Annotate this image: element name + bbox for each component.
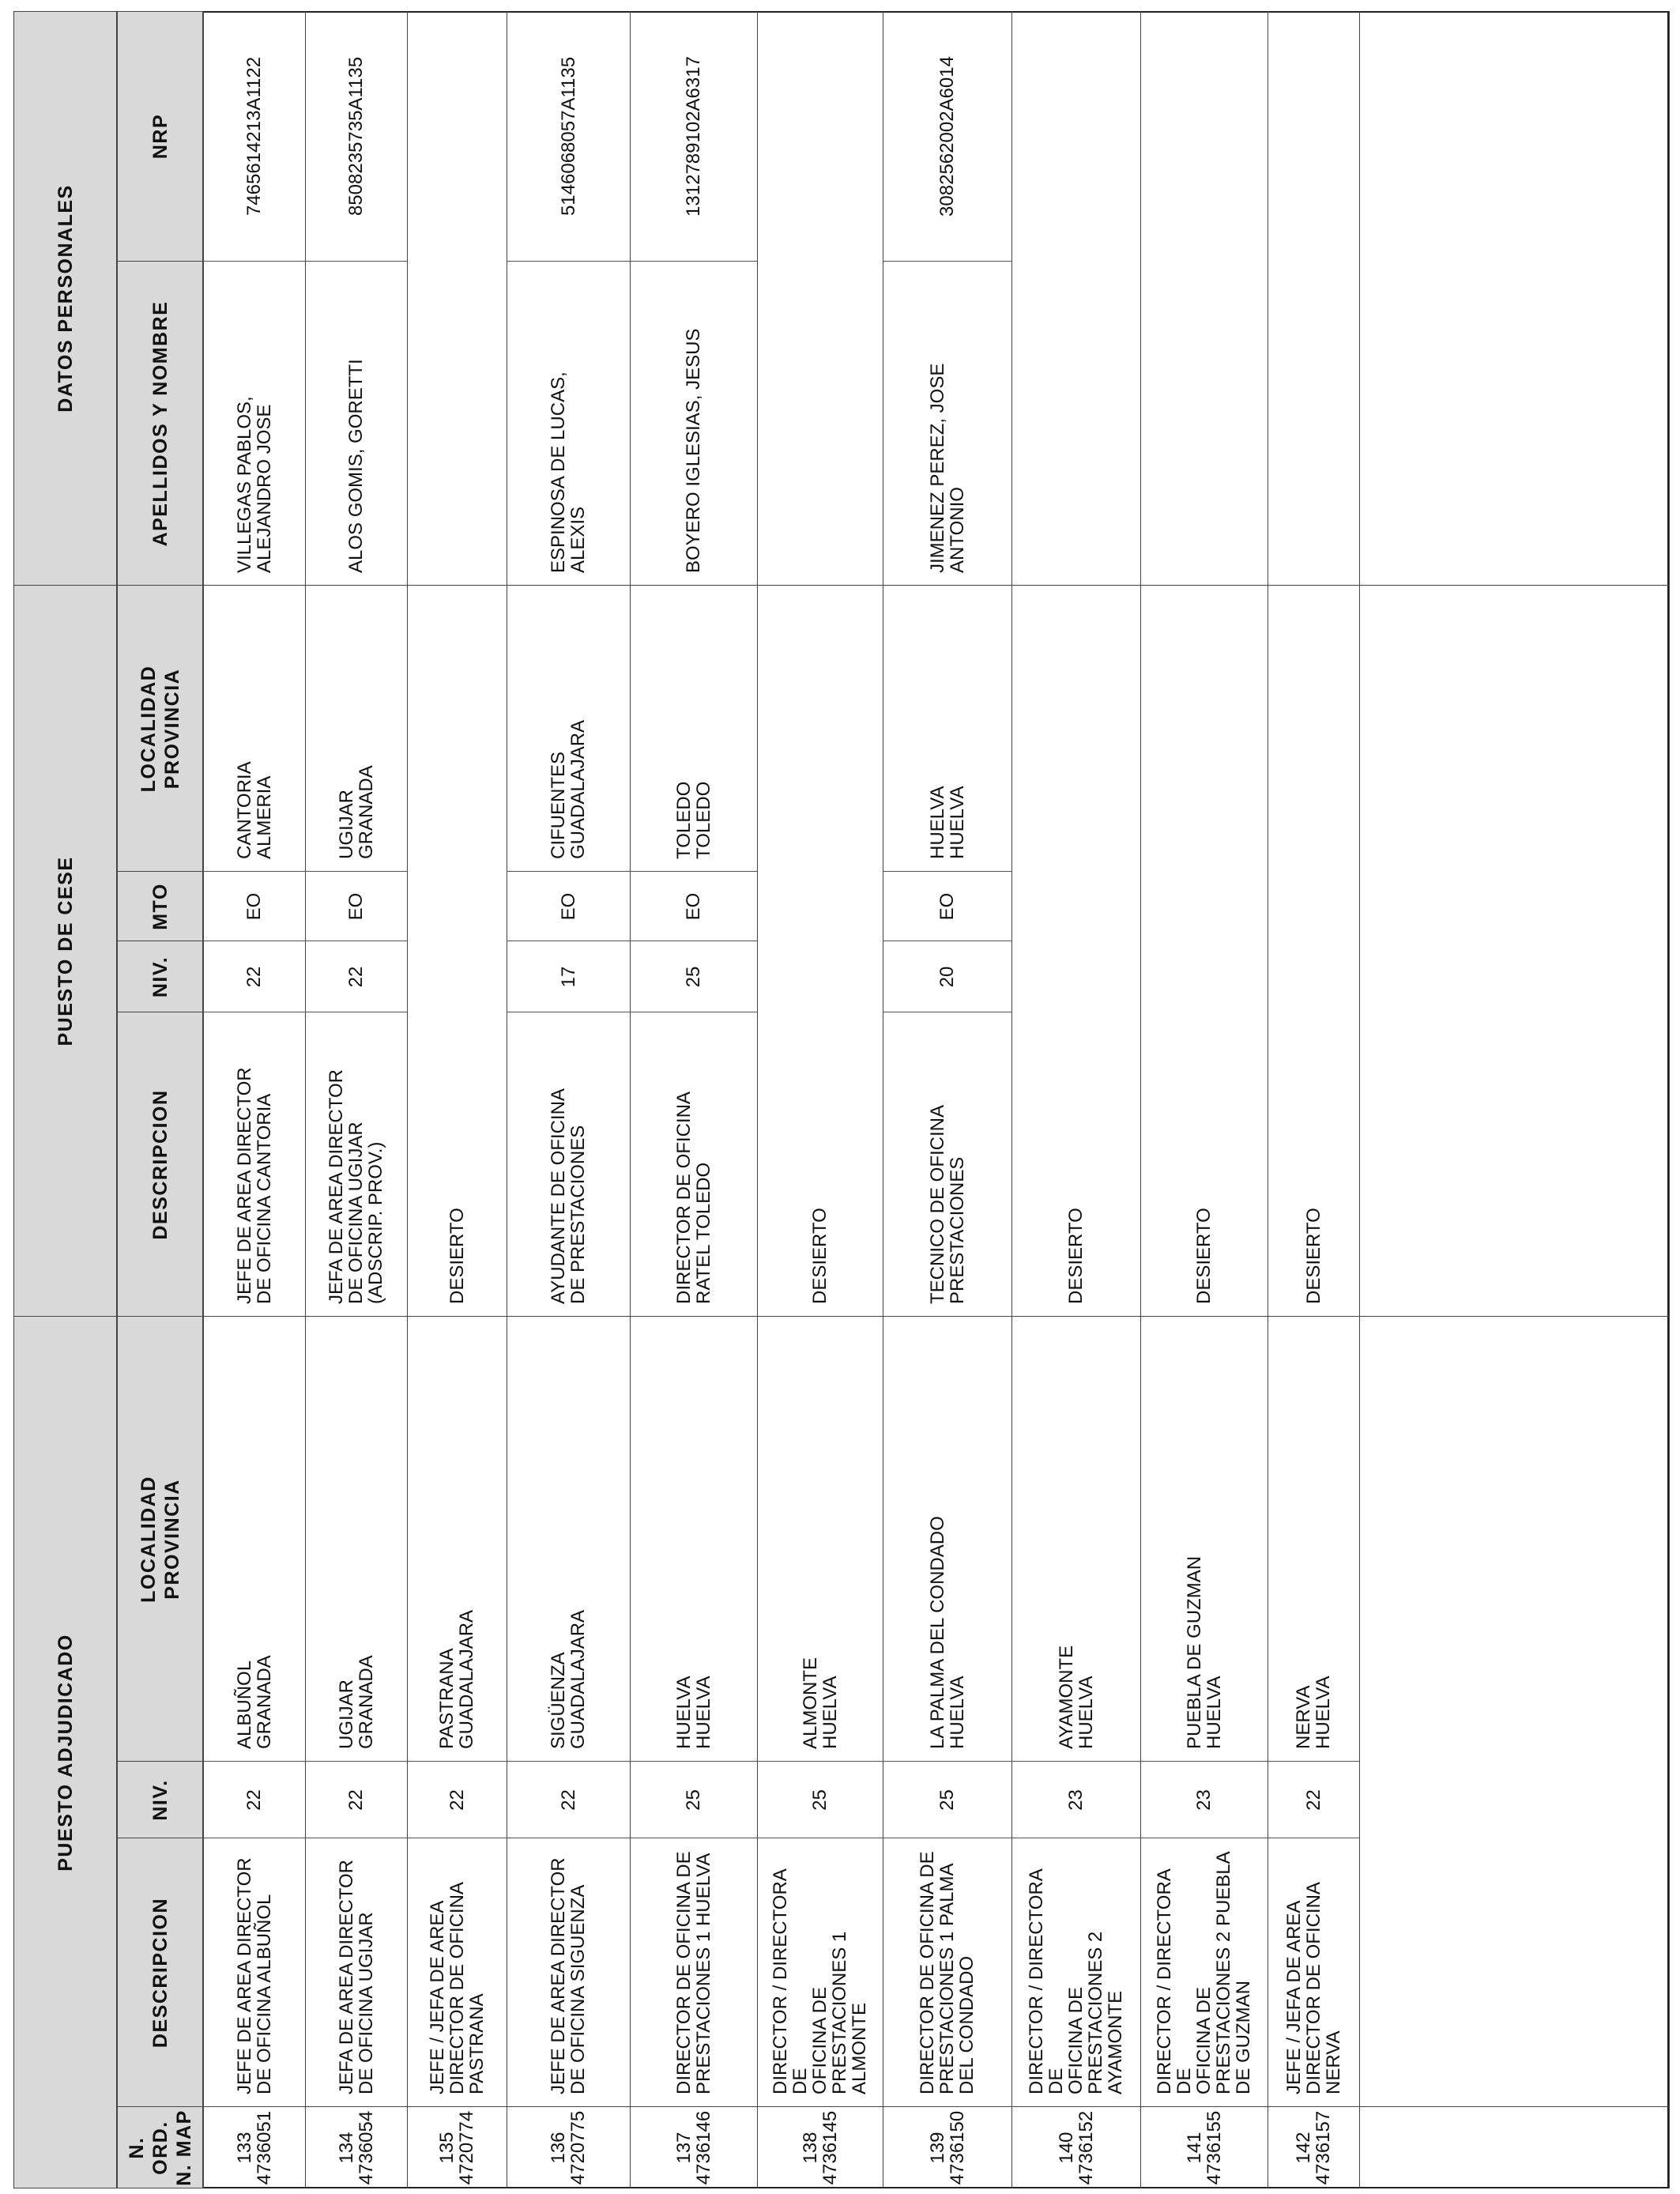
cell-adj-localidad: UGIJAR GRANADA	[335, 1655, 377, 1749]
row-divider	[1669, 11, 1670, 2188]
cell-adj-localidad: PASTRANA GUADALAJARA	[436, 1609, 477, 1749]
group-puesto-adjudicado: PUESTO ADJUDICADO	[54, 1634, 77, 1872]
cell-ord-map: 138 4736145	[799, 2110, 841, 2185]
column-header-nrp: NRP	[149, 113, 171, 160]
header-divider	[117, 1316, 203, 1317]
group-divider	[13, 585, 117, 586]
cell-cese-mto	[757, 872, 883, 941]
column-header-n-ord-map: N. ORD. N. MAP	[125, 2109, 195, 2186]
header-divider	[117, 2106, 203, 2107]
cell-adj-localidad: SIGÜENZA GUADALAJARA	[548, 1609, 589, 1749]
cell-ord-map: 135 4720774	[436, 2110, 477, 2185]
cell-cese-descripcion: DIRECTOR DE OFICINA RATEL TOLEDO	[672, 1091, 714, 1304]
cell-cese-localidad: TOLEDO TOLEDO	[672, 781, 714, 859]
cell-cese-descripcion: TECNICO DE OFICINA PRESTACIONES	[926, 1104, 968, 1304]
cell-adj-descripcion: JEFE / JEFA DE AREA DIRECTOR DE OFICINA PASTRANA	[426, 1882, 488, 2094]
column-header-adj-niv: NIV.	[149, 1779, 171, 1821]
cell-adj-niv: 23	[1193, 1789, 1215, 1811]
header-divider	[117, 1761, 203, 1762]
cell-cese-descripcion: DESIERTO	[1302, 1208, 1324, 1304]
cell-cese-niv: 22	[243, 966, 265, 988]
cell-cese-niv: 17	[557, 966, 579, 988]
cell-cese-descripcion: DESIERTO	[1193, 1208, 1215, 1304]
cell-cese-descripcion: AYUDANTE DE OFICINA DE PRESTACIONES	[548, 1088, 589, 1304]
cell-nrp	[1268, 11, 1359, 262]
cell-nrp: 3082562002A6014	[936, 56, 958, 217]
cell-nrp	[407, 11, 507, 262]
cell-cese-localidad	[407, 586, 507, 872]
cell-ord-map: 137 4736146	[672, 2110, 714, 2185]
cell-adj-descripcion: JEFA DE AREA DIRECTOR DE OFICINA UGIJAR	[335, 1860, 377, 2094]
cell-adj-niv: 22	[1302, 1789, 1324, 1811]
cell-nrp: 8508235735A1135	[345, 56, 367, 217]
cell-cese-mto: EO	[936, 892, 958, 921]
cell-nrp	[1140, 11, 1268, 262]
cell-cese-localidad	[1268, 586, 1359, 872]
cell-ord-map: 142 4736157	[1293, 2110, 1334, 2185]
cell-nrp	[757, 11, 883, 262]
cell-nrp	[1011, 11, 1140, 262]
cell-apellidos-nombre	[1011, 262, 1140, 586]
cell-apellidos-nombre	[1140, 262, 1268, 586]
cell-cese-mto	[407, 872, 507, 941]
cell-cese-niv: 22	[345, 966, 367, 988]
cell-adj-niv: 25	[936, 1789, 958, 1811]
cell-apellidos-nombre: JIMENEZ PEREZ, JOSE ANTONIO	[926, 363, 968, 573]
cell-adj-localidad: ALBUÑOL GRANADA	[233, 1655, 275, 1749]
cell-ord-map: 133 4736051	[233, 2110, 275, 2185]
cell-apellidos-nombre: ALOS GOMIS, GORETTI	[345, 359, 367, 573]
cell-cese-mto: EO	[345, 892, 367, 921]
cell-adj-niv: 22	[243, 1789, 265, 1811]
column-header-adj-descripcion: DESCRIPCION	[149, 1897, 171, 2049]
column-header-cese-localidad: LOCALIDAD PROVINCIA	[137, 665, 183, 793]
cell-apellidos-nombre: ESPINOSA DE LUCAS, ALEXIS	[548, 371, 589, 573]
group-datos-personales: DATOS PERSONALES	[54, 184, 77, 413]
cell-cese-niv	[757, 941, 883, 1012]
cell-nrp: 7465614213A1122	[243, 56, 265, 217]
cell-cese-niv	[1011, 941, 1140, 1012]
cell-adj-localidad: HUELVA HUELVA	[672, 1676, 714, 1749]
cell-cese-localidad	[1011, 586, 1140, 872]
cell-adj-niv: 25	[809, 1789, 831, 1811]
cell-adj-niv: 22	[446, 1789, 468, 1811]
cell-adj-descripcion: JEFE DE AREA DIRECTOR DE OFICINA SIGUENZA	[548, 1857, 589, 2094]
cell-cese-descripcion: DESIERTO	[446, 1208, 468, 1304]
cell-adj-niv: 23	[1065, 1789, 1087, 1811]
cell-adj-niv: 22	[557, 1789, 579, 1811]
cell-cese-mto: EO	[683, 892, 704, 921]
column-header-cese-mto: MTO	[149, 883, 171, 930]
cell-adj-localidad: PUEBLA DE GUZMAN HUELVA	[1183, 1555, 1225, 1749]
cell-cese-localidad	[1140, 586, 1268, 872]
cell-cese-mto	[1011, 872, 1140, 941]
cell-adj-descripcion: JEFE DE AREA DIRECTOR DE OFICINA ALBUÑOL	[233, 1857, 275, 2094]
cell-cese-localidad	[757, 586, 883, 872]
cell-cese-localidad: CIFUENTES GUADALAJARA	[548, 719, 589, 859]
cell-cese-descripcion: JEFE DE AREA DIRECTOR DE OFICINA CANTORIA	[233, 1067, 275, 1304]
cell-apellidos-nombre	[1268, 262, 1359, 586]
cell-adj-descripcion: DIRECTOR / DIRECTORA DE OFICINA DE PRESTACIONES 1 ALMONTE	[770, 1869, 870, 2094]
cell-adj-descripcion: DIRECTOR / DIRECTORA DE OFICINA DE PRESTACIONES 2 PUEBLA DE GUZMAN	[1154, 1851, 1254, 2094]
cell-cese-descripcion: JEFA DE AREA DIRECTOR DE OFICINA UGIJAR (ADSCRIP. PROV.)	[326, 1069, 386, 1304]
cell-apellidos-nombre: BOYERO IGLESIAS, JESUS	[683, 328, 704, 573]
column-header-cese-niv: NIV.	[149, 956, 171, 998]
cell-cese-mto	[1268, 872, 1359, 941]
cell-adj-localidad: ALMONTE HUELVA	[799, 1657, 841, 1749]
cell-apellidos-nombre	[407, 262, 507, 586]
cell-cese-mto	[1140, 872, 1268, 941]
cell-adj-localidad: AYAMONTE HUELVA	[1055, 1645, 1097, 1749]
cell-adj-niv: 22	[345, 1789, 367, 1811]
cell-ord-map: 139 4736150	[926, 2110, 968, 2185]
cell-cese-mto: EO	[557, 892, 579, 921]
cell-cese-localidad: CANTORIA ALMERIA	[233, 761, 275, 859]
cell-ord-map: 141 4736155	[1183, 2110, 1225, 2185]
cell-cese-descripcion: DESIERTO	[809, 1208, 831, 1304]
cell-cese-mto: EO	[243, 892, 265, 921]
cell-adj-descripcion: DIRECTOR DE OFICINA DE PRESTACIONES 1 HUELVA	[672, 1851, 714, 2094]
cell-nrp: 5146068057A1135	[557, 56, 579, 217]
cell-apellidos-nombre	[757, 262, 883, 586]
column-header-adj-localidad: LOCALIDAD PROVINCIA	[137, 1476, 183, 1603]
header-divider	[117, 261, 203, 262]
cell-cese-niv	[1140, 941, 1268, 1012]
header-divider	[117, 585, 203, 586]
cell-adj-localidad: NERVA HUELVA	[1293, 1676, 1334, 1749]
cell-cese-localidad: UGIJAR GRANADA	[335, 765, 377, 859]
group-divider	[13, 1316, 117, 1317]
cell-adj-descripcion: DIRECTOR / DIRECTORA DE OFICINA DE PRESTACIONES 2 AYAMONTE	[1026, 1869, 1126, 2094]
row-divider	[1359, 11, 1360, 2188]
cell-cese-descripcion: DESIERTO	[1065, 1208, 1087, 1304]
cell-ord-map: 136 4720775	[548, 2110, 589, 2185]
cell-apellidos-nombre: VILLEGAS PABLOS, ALEJANDRO JOSE	[233, 396, 275, 573]
column-header-apellidos-nombre: APELLIDOS Y NOMBRE	[149, 300, 171, 547]
group-puesto-cese: PUESTO DE CESE	[54, 856, 77, 1046]
cell-cese-niv	[407, 941, 507, 1012]
cell-adj-niv: 25	[683, 1789, 704, 1811]
cell-cese-niv: 25	[683, 966, 704, 988]
column-header-cese-descripcion: DESCRIPCION	[149, 1089, 171, 1240]
cell-cese-localidad: HUELVA HUELVA	[926, 786, 968, 859]
cell-adj-descripcion: DIRECTOR DE OFICINA DE PRESTACIONES 1 PALMA DEL CONDADO	[917, 1851, 977, 2094]
cell-adj-localidad: LA PALMA DEL CONDADO HUELVA	[926, 1516, 968, 1749]
cell-cese-niv	[1268, 941, 1359, 1012]
cell-adj-descripcion: JEFE / JEFA DE AREA DIRECTOR DE OFICINA NERVA	[1283, 1882, 1344, 2094]
header-divider	[117, 871, 203, 872]
cell-ord-map: 140 4736152	[1055, 2110, 1097, 2185]
cell-cese-niv: 20	[936, 966, 958, 988]
cell-ord-map: 134 4736054	[335, 2110, 377, 2185]
cell-nrp: 1312789102A6317	[683, 56, 704, 217]
